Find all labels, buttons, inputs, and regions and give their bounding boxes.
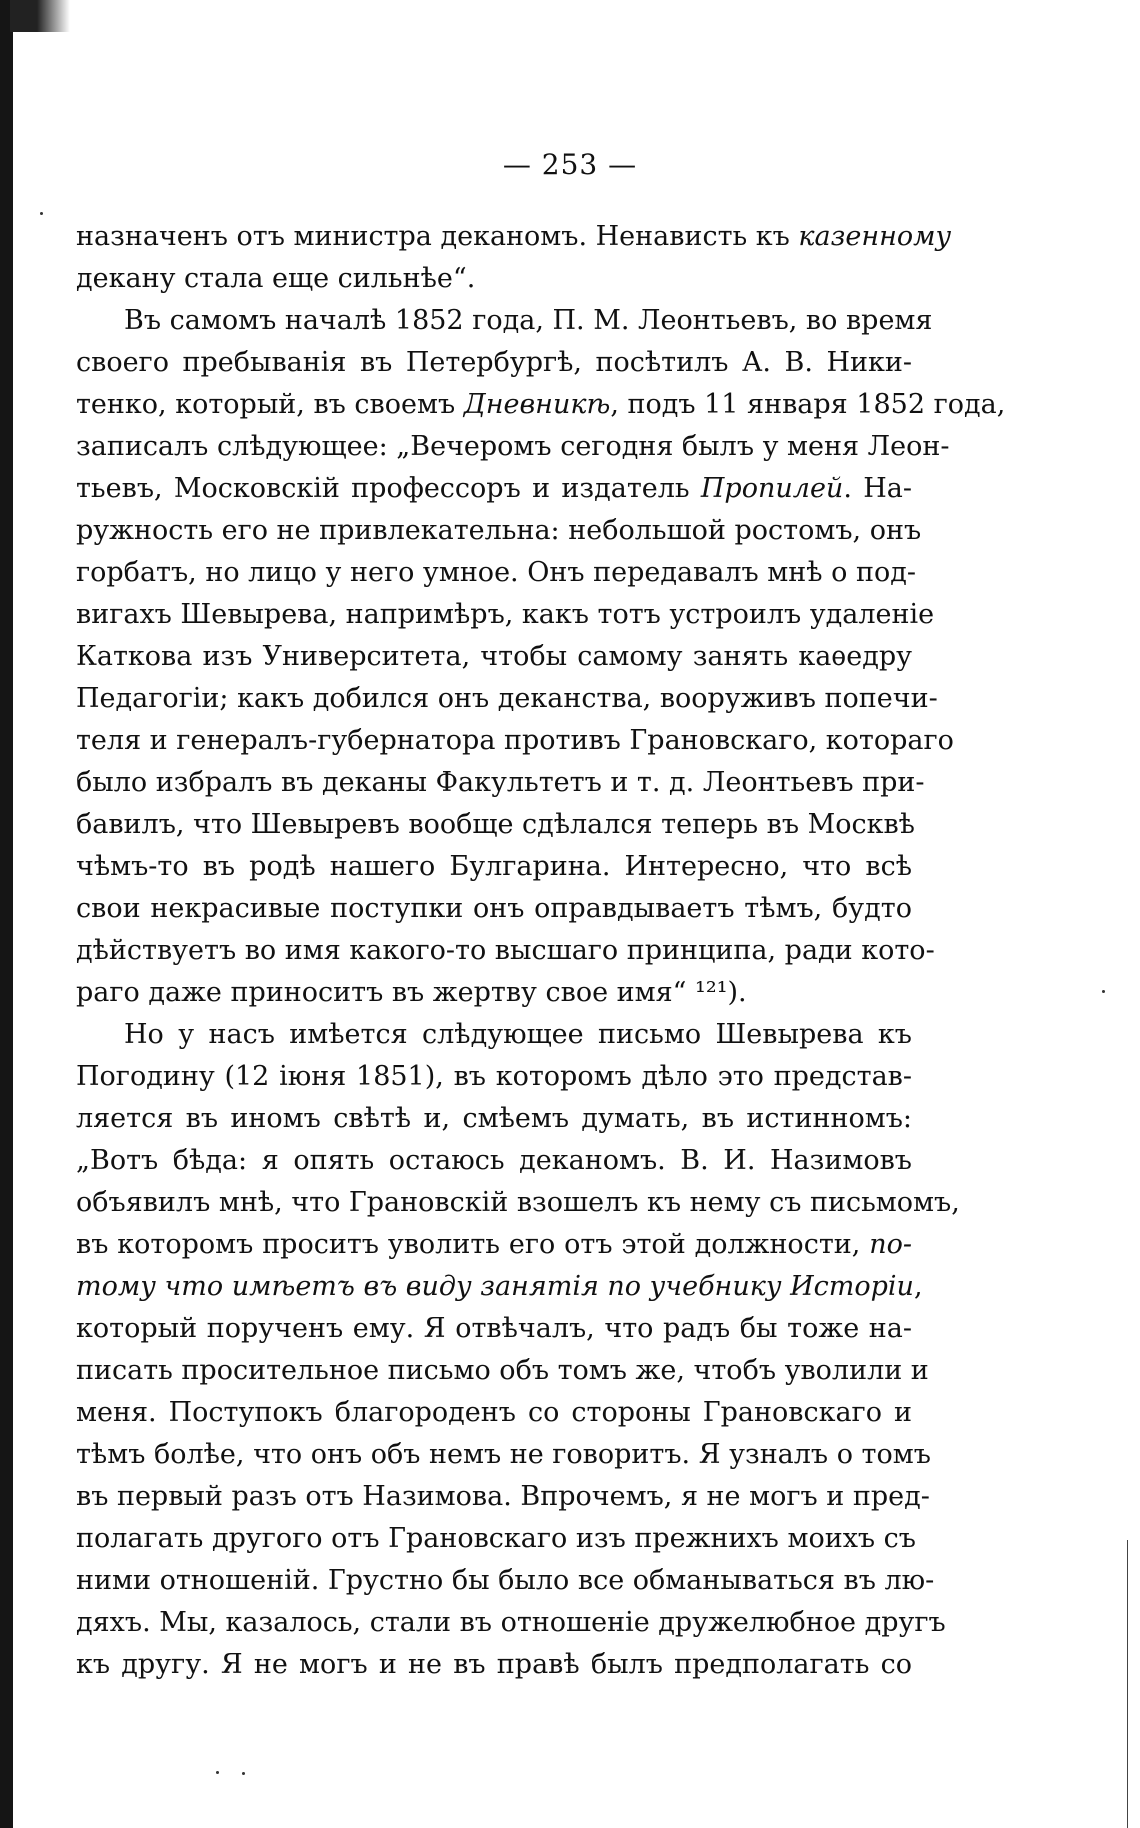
text-line: ними отношеній. Грустно бы было все обманываться въ лю- [76,1565,935,1596]
scan-speck [216,1771,219,1774]
text-line: записалъ слѣдующее: „Вечеромъ сегодня былъ у меня Леон- [76,431,950,462]
text-line: къ другу. Я не могъ и не въ правѣ былъ предполагать со [76,1649,912,1680]
text-line: тѣмъ болѣе, что онъ объ немъ не говоритъ. Я узналъ о томъ [76,1439,931,1470]
text-line: раго даже приноситъ въ жертву свое имя“ ¹²¹). [76,977,747,1008]
paragraph-start-line: Но у насъ имѣется слѣдующее письмо Шевырева къ [124,1019,912,1050]
text-line: меня. Поступокъ благороденъ со стороны Грановскаго и [76,1397,912,1428]
text-line: писать просительное письмо объ томъ же, чтобъ уволили и [76,1355,929,1386]
text-line: „Вотъ бѣда: я опять остаюсь деканомъ. В. И. Назимовъ [76,1145,912,1176]
body-text [76,216,1006,1686]
text-line: своего пребыванія въ Петербургѣ, посѣтилъ А. В. Ники- [76,347,912,378]
text-line: теля и генералъ-губернатора противъ Грановскаго, котораго [76,725,954,756]
text-line: назначенъ отъ министра деканомъ. Ненависть къ казенному [76,221,952,252]
text-line: Погодину (12 іюня 1851), въ которомъ дѣло это представ- [76,1061,912,1092]
scan-speck [1102,990,1105,993]
text-line: чѣмъ-то въ родѣ нашего Булгарина. Интересно, что всѣ [76,851,912,882]
text-line: который порученъ ему. Я отвѣчалъ, что радъ бы тоже на- [76,1313,912,1344]
scan-corner-mark [10,0,70,32]
text-line: дяхъ. Мы, казалось, стали въ отношеніе дружелюбное другъ [76,1607,946,1638]
scan-left-edge [0,0,13,1828]
text-line: декану стала еще сильнѣе“. [76,263,476,294]
text-line: тенко, который, въ своемъ Дневникѣ, подъ 11 января 1852 года, [76,389,1006,420]
text-line: ружность его не привлекательна: небольшой ростомъ, онъ [76,515,922,546]
text-line: Каткова изъ Университета, чтобы самому занять каѳедру [76,641,912,672]
paragraph-start-line: Въ самомъ началѣ 1852 года, П. М. Леонтьевъ, во время [124,305,933,336]
text-line: ляется въ иномъ свѣтѣ и, смѣемъ думать, въ истинномъ: [76,1103,912,1134]
text-line: горбатъ, но лицо у него умное. Онъ передавалъ мнѣ о под- [76,557,916,588]
text-line: дѣйствуетъ во имя какого-то высшаго принципа, ради кото- [76,935,935,966]
scan-speck [40,212,43,215]
text-line: тьевъ, Московскій профессоръ и издатель Пропилей. На- [76,473,912,504]
text-line: свои некрасивые поступки онъ оправдываетъ тѣмъ, будто [76,893,912,924]
text-line: было избралъ въ деканы Факультетъ и т. д. Леонтьевъ при- [76,767,925,798]
text-line: объявилъ мнѣ, что Грановскій взошелъ къ нему съ письмомъ, [76,1187,960,1218]
text-line: бавилъ, что Шевыревъ вообще сдѣлался теперь въ Москвѣ [76,809,915,840]
text-line: въ которомъ проситъ уволить его отъ этой должности, по- [76,1229,912,1260]
text-line: Педагогіи; какъ добился онъ деканства, вооруживъ попечи- [76,683,938,714]
text-line: въ первый разъ отъ Назимова. Впрочемъ, я не могъ и пред- [76,1481,930,1512]
text-line: вигахъ Шевырева, напримѣръ, какъ тотъ устроилъ удаленіе [76,599,935,630]
scan-right-edge [1127,1540,1128,1828]
text-line: тому что имѣетъ въ виду занятія по учебнику Исторіи, [76,1271,923,1302]
text-line: полагать другого отъ Грановскаго изъ прежнихъ моихъ съ [76,1523,916,1554]
scan-speck [242,1772,245,1775]
page-number: — 253 — [502,148,638,181]
